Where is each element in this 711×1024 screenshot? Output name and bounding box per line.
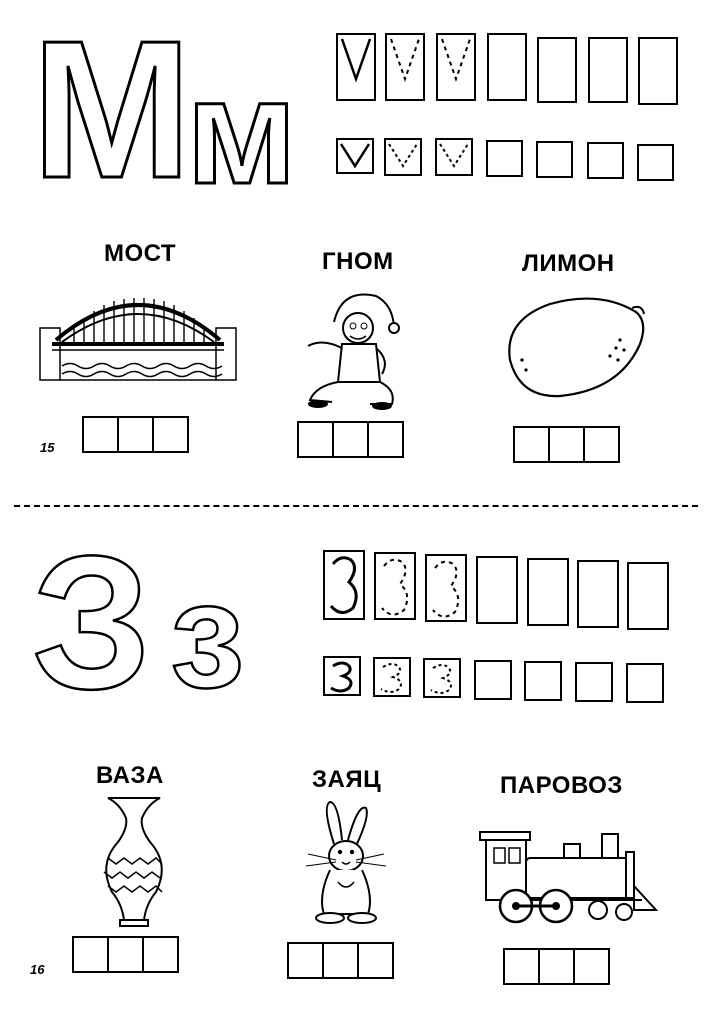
answer-box[interactable] [117,416,154,453]
tracing-cell-empty[interactable] [587,142,624,179]
word-label: ЗАЯЦ [312,766,382,793]
lemon-icon [500,290,650,400]
tracing-cell[interactable] [323,656,361,696]
answer-box[interactable] [538,948,575,985]
tracing-cell-empty[interactable] [577,560,619,628]
word-label: ПАРОВОЗ [500,772,623,799]
answer-box[interactable] [142,936,179,973]
answer-box[interactable] [72,936,109,973]
answer-boxes [82,416,187,453]
tracing-cell-empty[interactable] [487,33,527,101]
trace-letter-dotted [425,660,459,696]
tracing-cell-empty[interactable] [536,141,573,178]
tracing-cell-empty[interactable] [588,37,628,103]
tracing-cell-empty[interactable] [524,661,562,701]
trace-letter-dotted [427,556,465,620]
word-label: ГНОМ [322,248,394,275]
tracing-cell[interactable] [373,657,411,697]
answer-box[interactable] [357,942,394,979]
answer-box[interactable] [573,948,610,985]
answer-box[interactable] [297,421,334,458]
trace-letter-dotted [438,35,474,99]
answer-box[interactable] [82,416,119,453]
word-label: МОСТ [104,240,177,267]
tracing-cell-empty[interactable] [474,660,512,700]
trace-letter-dotted [387,35,423,99]
page-number: 16 [30,962,45,977]
tracing-cell-empty[interactable] [527,558,569,626]
answer-boxes [297,421,402,458]
tracing-cell[interactable] [323,550,365,620]
answer-box[interactable] [322,942,359,979]
tracing-cell-empty[interactable] [476,556,518,624]
answer-boxes [287,942,392,979]
locomotive-icon [472,826,672,926]
tracing-cell-empty[interactable] [575,662,613,702]
tracing-cell[interactable] [385,33,425,101]
answer-box[interactable] [367,421,404,458]
trace-letter-dotted [375,659,409,695]
trace-letter-sample [325,552,363,618]
page-number: 15 [40,440,55,455]
tracing-cell-empty[interactable] [486,140,523,177]
answer-box[interactable] [583,426,620,463]
answer-box[interactable] [287,942,324,979]
tracing-cell[interactable] [423,658,461,698]
tracing-cell[interactable] [436,33,476,101]
big-letter-upper-z: З [32,517,152,729]
tracing-cell[interactable] [336,33,376,101]
answer-box[interactable] [152,416,189,453]
tracing-cell[interactable] [374,552,416,620]
answer-box[interactable] [513,426,550,463]
gnome-icon [296,282,406,412]
tracing-cell[interactable] [336,138,374,174]
big-letter-upper-m: М [31,0,192,219]
answer-boxes [513,426,618,463]
tracing-cell-empty[interactable] [537,37,577,103]
word-label: ВАЗА [96,762,164,789]
tracing-cell-empty[interactable] [637,144,674,181]
tracing-cell[interactable] [425,554,467,622]
trace-letter-sample [325,658,359,694]
trace-letter-dotted [437,140,471,174]
tracing-cell-empty[interactable] [627,562,669,630]
answer-box[interactable] [107,936,144,973]
word-label: ЛИМОН [522,250,615,277]
tracing-cell-empty[interactable] [626,663,664,703]
dashed-cut-line [14,505,698,507]
tracing-cell-empty[interactable] [638,37,678,105]
answer-box[interactable] [548,426,585,463]
big-letter-lower-z: з [170,551,245,719]
tracing-cell[interactable] [435,138,473,176]
trace-letter-sample [338,35,374,99]
answer-box[interactable] [332,421,369,458]
bridge-icon [38,280,238,390]
answer-boxes [72,936,177,973]
hare-icon [300,800,390,930]
trace-letter-dotted [376,554,414,618]
vase-icon [94,792,174,932]
answer-box[interactable] [503,948,540,985]
tracing-cell[interactable] [384,138,422,176]
big-letter-lower-m: м [186,47,297,215]
trace-letter-sample [338,140,372,172]
trace-letter-dotted [386,140,420,174]
answer-boxes [503,948,608,985]
